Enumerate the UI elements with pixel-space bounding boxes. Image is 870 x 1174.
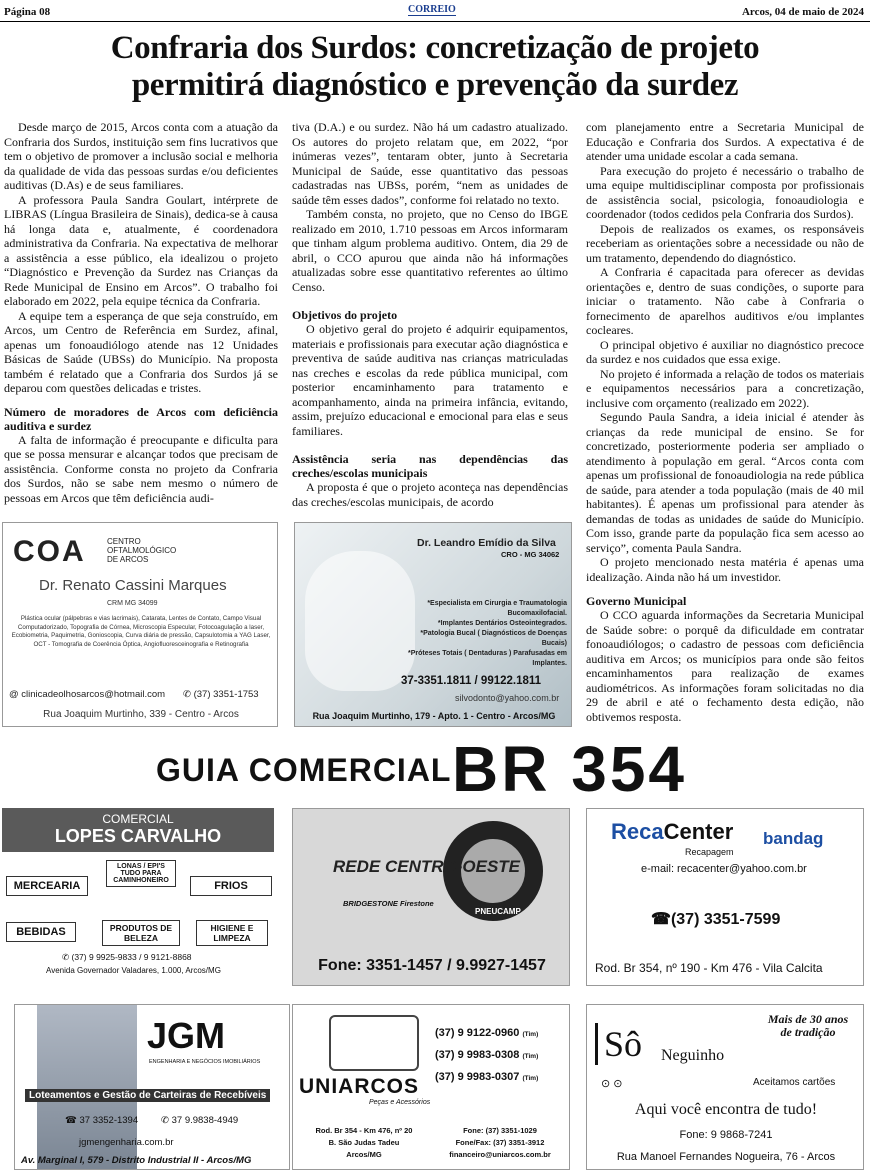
lopes-phone: ✆ (37) 9 9925-9833 / 9 9121-8868 [62,952,192,962]
rede-brands: BRIDGESTONE Firestone [343,899,434,908]
article-column-1 [4,120,278,505]
whatsapp-icon: ✆ [161,1115,169,1126]
lopes-address: Avenida Governador Valadares, 1.000, Arcos/MG [46,966,221,975]
cart-icon: ⊙ ⊙ [601,1078,623,1090]
dentist-email: silvodonto@yahoo.com.br [455,693,560,703]
so-address: Rua Manoel Fernandes Nogueira, 76 - Arcos [616,1151,836,1163]
paragraph: A proposta é que o projeto aconteça nas dependências das creches/escolas municipais, de acordo [292,480,568,509]
lopes-higiene: HIGIENE E LIMPEZA [196,920,268,946]
paragraph: Segundo Paula Sandra, a ideia inicial é atender às crianças da rede municipal de ensino. Se for concretizado, posteriormente poderia ser ampliado o atendimento à população em geral. “Arcos conta com apenas um profissional de fonoaudiologia na rede pública de saúde, para atender a toda população (mais de 40 mil habitantes). É apenas um profissional para atender às demandas de todas as unidades de saúde do Município. Com isso, grande parte da população fica sem acesso ao serviço”, comenta Paula Sandra. [586,410,864,555]
coa-doctor: Dr. Renato Cassini Marques [39,577,227,594]
coa-logo: COA [13,535,86,568]
reca-sub: Recapagem [685,847,734,857]
paragraph: tiva (D.A.) e ou surdez. Não há um cadastro atualizado. Os autores do projeto relatam que, em 2022, “por inúmeras vezes”, tentaram obter, junto à Secretaria Municipal de Saúde, esse quantitativo das pessoas cadastradas nas UBSs, porém, “nem as unidades de saúde têm esses dados”, conforme foi relatado no texto. [292,120,568,207]
so-logo: Sô [595,1023,642,1065]
jgm-sub: ENGENHARIA E NEGÓCIOS IMOBILIÁRIOS [149,1059,261,1065]
paragraph: O principal objetivo é auxiliar no diagnóstico precoce da surdez e nos cuidados que essa exige. [586,337,864,366]
jgm-site: jgmengenharia.com.br [79,1137,174,1148]
uniarcos-phones: (37) 9 9122-0960 (Tim) (37) 9 9983-0308 (Tim) (37) 9 9983-0307 (Tim) [435,1027,539,1083]
rede-sign: PNEUCAMP [475,907,521,916]
lopes-lonas: LONAS / EPI'S TUDO PARA CAMINHONEIRO [106,860,176,887]
paragraph: No projeto é informada a relação de todos os materiais e equipamentos necessários para a concretização, inclusive com orçamento (realizado em 2022). [586,366,864,410]
phone-icon: ☎ [65,1115,77,1126]
lopes-mercearia: MERCEARIA [6,876,88,896]
guia-label: GUIA COMERCIAL [156,752,452,788]
ad-jgm[interactable] [14,1004,290,1170]
uniarcos-logo: UNIARCOS [299,1075,420,1098]
issue-date: Arcos, 04 de maio de 2024 [741,6,864,18]
reca-email: e-mail: recacenter@yahoo.com.br [641,863,807,875]
paragraph: A Confraria é capacitada para oferecer as devidas orientações e, dentro de suas condições, o suporte para iniciar o tratamento. Não cabe à Confraria o fornecimento de aparelhos auditivos e/ou implantes cocleares. [586,265,864,337]
paragraph: Depois de realizados os exames, os responsáveis receberiam as orientações sobre a necessidade ou não de um tratamento, dependendo do diagnóstico. [586,221,864,265]
ad-rede-centro-oeste[interactable] [292,808,570,986]
lopes-banner: COMERCIAL LOPES CARVALHO [2,808,274,852]
whatsapp-icon: ✆ [62,952,70,962]
ad-uniarcos[interactable] [292,1004,570,1170]
reca-phone: ☎(37) 3351-7599 [651,911,781,928]
uniarcos-address: Rod. Br 354 - Km 476, nº 20 B. São Judas Tadeu Arcos/MG [315,1126,413,1159]
reca-logo: RecaCenter [611,819,734,844]
uniarcos-contact: Fone: (37) 3351-1029 Fone/Fax: (37) 3351-3912 financeiro@uniarcos.com.br [449,1126,551,1159]
headline [0,30,870,104]
reca-address: Rod. Br 354, nº 190 - Km 476 - Vila Calcita [595,961,823,975]
bandag-logo: bandag [763,829,824,848]
lopes-produtos: PRODUTOS DE BELEZA [102,920,180,946]
dentist-name: Dr. Leandro Emídio da Silva [417,537,556,549]
so-name: Neguinho [661,1047,725,1064]
guia-title: BR 354 [452,733,687,805]
uniarcos-sub: Peças e Acessórios [369,1099,431,1106]
lopes-frios: FRIOS [190,876,272,896]
rede-name: REDE CENTRO-OESTE [333,857,521,876]
paragraph: A professora Paula Sandra Goulart, intérprete de LIBRAS (Língua Brasileira de Sinais), dedica-se à causa há longa data e, atualmente, é coordenadora administrativa da Confraria. Na expectativa de melhorar a assistência a esse público, ela idealizou o projeto “Diagnóstico e Prevenção da Surdez nas Crianças da Rede Municipal de Ensino em Arcos”. O trabalho foi elaborado em 2022, pela equipe técnica da Confraria. [4,192,278,308]
coa-crm: CRM MG 34099 [107,600,158,607]
dentist-cro: CRO - MG 34062 [501,550,560,559]
headline-line-1: Confraria dos Surdos: concretização de projeto [110,30,760,66]
ad-recacenter[interactable] [586,808,864,986]
page-number: Página 08 [4,6,51,18]
coa-phone: ✆ (37) 3351-1753 [183,689,259,700]
so-tagline: Mais de 30 anos de tradição [767,1012,849,1039]
coa-email: @ clinicadeolhosarcos@hotmail.com [9,689,166,700]
jgm-phone-2: ✆ 37 9.9838-4949 [161,1115,239,1126]
paragraph: A falta de informação é preocupante e dificulta para que se possa mensurar e alcançar todos que precisam de assistência. Conforme consta no projeto da Confraria dos Surdos, não se sabe nem mesmo o número de pessoas em Arcos que têm deficiência audi- [4,432,278,505]
so-cards: Aceitamos cartões [753,1077,836,1088]
paragraph: O CCO aguarda informações da Secretaria Municipal de Saúde sobre: o porquê da dificuldade em contratar fonoaudiólogos; o cadastro de pessoas com deficiência auditiva em Arcos; os municípios para onde são feitos encaminhamentos para realização de exames audiométricos. As informações foram solicitadas no dia 29 de abril e até o fechamento desta edição, não obtivemos resposta. [586,608,864,724]
paragraph: Desde março de 2015, Arcos conta com a atuação da Confraria dos Surdos, instituição sem fins lucrativos que tem o objetivo de promover a inclusão social e melhoria da qualidade de vida das pessoas surdas e/ou deficientes auditivas (D.As) e de seus familiares. [4,120,278,192]
coa-address: Rua Joaquim Murtinho, 339 - Centro - Arcos [43,709,239,720]
so-phone: Fone: 9 9868-7241 [679,1129,773,1141]
jgm-tagline: Loteamentos e Gestão de Carteiras de Recebíveis [25,1089,270,1102]
paragraph: Também consta, no projeto, que no Censo do IBGE realizado em 2010, 1.710 pessoas em Arcos informaram que tinham algum problema auditivo. Ontem, dia 29 de abril, o CCO apurou que ainda não há informações atualizadas sobre esse quantitativo referentes ao último Censo. [292,207,568,294]
ad-coa[interactable] [2,522,278,727]
whatsapp-icon: ✆ [183,689,191,700]
subheading: Objetivos do projeto [292,308,398,322]
jgm-address: Av. Marginal I, 579 - Distrito Industrial II - Arcos/MG [21,1155,252,1166]
article-column-2 [292,120,568,509]
dentist-services: *Especialista em Cirurgia e Traumatologia Bucomaxilofacial. *Implantes Dentários Osteointegrados. *Patologia Bucal ( Diagnósticos de Doenças Bucais) *Próteses Totais ( Dentaduras ) Parafusadas em Implantes. [408,600,567,667]
subheading: Assistência seria nas dependências das creches/escolas municipais [292,452,568,480]
newspaper-logo: CORREIO [408,4,456,15]
paragraph: Para execução do projeto é necessário o trabalho de uma equipe multidisciplinar composta por profissionais de assistência social, psicologia, fonoaudiologia e coordenador (todos cedidos pela Confraria dos Surdos). [586,163,864,221]
paragraph: com planejamento entre a Secretaria Municipal de Educação e Confraria dos Surdos. A expectativa é de atender uma unidade escolar a cada semana. [586,120,864,163]
subheading: Governo Municipal [586,594,687,608]
ad-dentist[interactable] [294,522,572,727]
phone-icon: ☎ [651,911,671,928]
dentist-phone: 37-3351.1811 / 99122.1811 [401,675,542,687]
coa-services: Plástica ocular (pálpebras e vias lacrimais), Catarata, Lentes de Contato, Campo Visual Computadorizado, Topografia de Córnea, Microscopia Especular, Fotocoagulação a laser, Ecobiometria, Paquimetria, Gonioscopia, Curva diária de pressão, Capsulotomia a YAG Laser, OCT - Tomografia de Coerência Óptica, Angiofluoresceinografia e Retinografia [11,615,271,648]
paragraph: O objetivo geral do projeto é adquirir equipamentos, materiais e profissionais para executar ação diagnóstica e preventiva de saúde auditiva nas crianças matriculadas nas creches e escolas da rede pública municipal, com posterior encaminhamento para tratamento e acompanhamento, ainda na primeira infância, evitando, assim, prejuízo educacional e emocional para elas e seus familiares. [292,322,568,438]
rede-phone: Fone: 3351-1457 / 9.9927-1457 [318,957,546,974]
dentist-address: Rua Joaquim Murtinho, 179 - Apto. 1 - Centro - Arcos/MG [312,711,556,721]
subheading: Número de moradores de Arcos com deficiência auditiva e surdez [4,404,278,433]
coa-subtitle: CENTRO OFTALMOLÓGICO DE ARCOS [107,537,177,564]
ad-so-neguinho[interactable] [586,1004,864,1170]
jgm-logo: JGM [147,1015,226,1056]
headline-line-2: permitirá diagnóstico e prevenção da surdez [131,67,739,103]
ad-lopes-carvalho[interactable] [2,808,274,986]
truck-icon [329,1015,419,1071]
jgm-phone-1: ☎ 37 3352-1394 [65,1115,139,1126]
so-slogan: Aqui você encontra de tudo! [634,1101,818,1118]
lopes-bebidas: BEBIDAS [6,922,76,942]
at-icon: @ [9,689,19,700]
article-column-3 [586,120,864,724]
paragraph: A equipe tem a esperança de que seja construído, em Arcos, um Centro de Referência em Surdez, afinal, apenas um fonoaudiólogo atende nas 12 Unidades Básicas de Saúde (UBSs) do Município. Na proposta também é relatado que a Confraria dos Surdos já se deparou com questões delicadas e tristes. [4,308,278,395]
paragraph: O projeto mencionado nesta matéria é apenas uma idealização. Ainda não há um investidor. [586,555,864,584]
header-rule [0,21,870,22]
jaw-image [305,551,415,691]
